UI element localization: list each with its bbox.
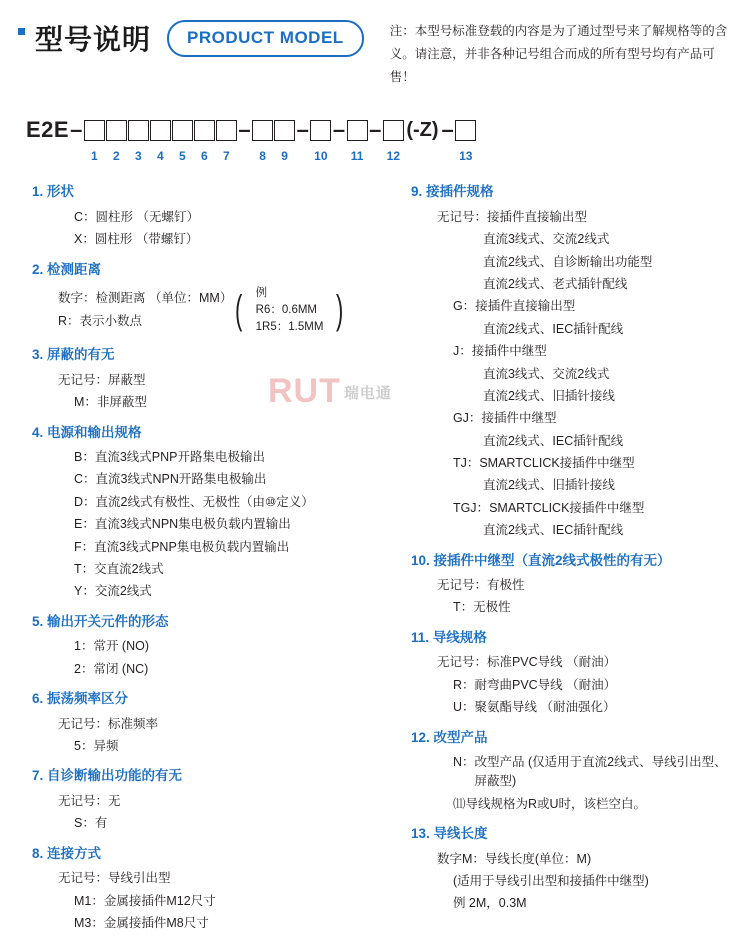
spec-line xyxy=(397,476,736,495)
model-box xyxy=(84,120,105,141)
model-number: 6 xyxy=(201,149,208,164)
spec-desc: 导线引出型 xyxy=(108,871,171,886)
section-title: 12. 改型产品 xyxy=(410,729,488,745)
spec-line xyxy=(18,230,375,249)
model-number: 3 xyxy=(135,149,142,164)
spec-line xyxy=(397,521,736,540)
spec-desc: 直流2线式、旧插针接线 xyxy=(482,478,615,493)
section-title: 6. 振荡频率区分 xyxy=(32,691,129,706)
spec-desc: 常开 (NO) xyxy=(93,639,150,654)
spec-line xyxy=(18,560,375,579)
section-title: 7. 自诊断输出功能的有无 xyxy=(32,768,183,784)
spec-desc: 接插件中继型 xyxy=(481,411,557,426)
spec-code: 2： xyxy=(74,661,94,676)
spec-code: TJ： xyxy=(452,456,480,471)
spec-desc: 异频 xyxy=(93,738,119,753)
spec-line xyxy=(18,493,375,512)
model-number: 8 xyxy=(259,149,266,164)
model-number: 11 xyxy=(350,149,364,164)
right-column xyxy=(379,183,736,936)
left-column xyxy=(18,183,375,936)
page-title: 型号说明 xyxy=(35,24,152,55)
spec-line xyxy=(397,297,736,316)
spec-desc: 屏蔽型 xyxy=(108,372,146,387)
spec-code: 无记号： xyxy=(436,578,487,593)
spec-desc: 直流3线式、交流2线式 xyxy=(482,366,610,381)
model-dash-6: – xyxy=(441,117,454,143)
spec-desc: 直流2线式有极性、无极性（由⑩定义） xyxy=(95,494,314,509)
spec-line xyxy=(18,448,375,467)
spec-line xyxy=(18,637,375,656)
spec-code: GJ： xyxy=(452,411,482,426)
spec-desc: 非屏蔽型 xyxy=(96,395,147,410)
spec-line xyxy=(397,432,736,451)
model-box xyxy=(172,120,193,141)
spec-line xyxy=(18,208,375,227)
model-code-row xyxy=(26,113,750,147)
spec-code: 1： xyxy=(74,639,94,654)
spec-desc: 例 2M，0.3M xyxy=(452,896,527,911)
spec-code: 无记号： xyxy=(58,871,109,886)
spec-line xyxy=(397,365,736,384)
spec-desc: 聚氨酯导线 （耐油强化） xyxy=(474,700,616,715)
spec-line xyxy=(18,470,375,489)
spec-line xyxy=(397,454,736,473)
example-text xyxy=(246,285,334,335)
model-number: 1 xyxy=(91,149,98,164)
spec-code: 数字： xyxy=(58,291,96,306)
page-header xyxy=(0,0,750,89)
spec-desc: 直流3线式NPN开路集电极输出 xyxy=(95,472,267,487)
model-number: 13 xyxy=(459,149,473,164)
model-box-group-1 xyxy=(83,120,237,141)
spec-desc: 有 xyxy=(94,816,108,831)
spec-desc: SMARTCLICK接插件中继型 xyxy=(489,500,645,515)
spec-line xyxy=(18,715,375,734)
section-title: 8. 连接方式 xyxy=(32,845,102,861)
model-box xyxy=(216,120,237,141)
spec-desc: (适用于导线引出型和接插件中继型) xyxy=(452,874,649,889)
spec-line xyxy=(397,230,736,249)
spec-desc: 常闭 (NC) xyxy=(93,661,149,676)
model-box-group-6 xyxy=(455,120,477,141)
section-title: 4. 电源和输出规格 xyxy=(32,424,142,440)
spec-code: F： xyxy=(74,539,95,554)
model-prefix: E2E xyxy=(26,117,70,143)
spec-desc: 交直流2线式 xyxy=(94,561,164,576)
spec-line xyxy=(397,208,736,227)
spec-desc: 无极性 xyxy=(473,600,511,615)
spec-desc: 直流2线式、IEC插针配线 xyxy=(482,321,624,336)
model-box xyxy=(310,120,331,141)
spec-code: 无记号： xyxy=(58,372,109,387)
spec-code: TGJ： xyxy=(452,500,490,515)
spec-line xyxy=(18,371,375,390)
product-model-badge: PRODUCT MODEL xyxy=(167,20,364,57)
example-line: R6：0.6MM xyxy=(255,303,318,316)
spec-code: M： xyxy=(74,395,97,410)
spec-desc: SMARTCLICK接插件中继型 xyxy=(479,456,635,471)
model-box xyxy=(274,120,295,141)
watermark-text: RUT xyxy=(268,372,341,410)
spec-code: J： xyxy=(452,344,472,359)
spec-code: B： xyxy=(74,450,95,465)
spec-line xyxy=(397,342,736,361)
spec-code: E： xyxy=(74,517,95,532)
spec-line xyxy=(18,737,375,756)
spec-line xyxy=(397,275,736,294)
spec-code: 无记号： xyxy=(58,793,109,808)
spec-line xyxy=(18,515,375,534)
spec-desc: 直流2线式、老式插针配线 xyxy=(482,277,628,292)
spec-line xyxy=(18,289,232,308)
spec-line xyxy=(397,653,736,672)
spec-desc: 直流2线式、IEC插针配线 xyxy=(482,523,624,538)
section-title: 13. 导线长度 xyxy=(410,826,488,842)
section-title: 3. 屏蔽的有无 xyxy=(32,347,115,363)
example-line: 1R5：1.5MM xyxy=(255,320,324,333)
model-box-group-3 xyxy=(310,120,332,141)
spec-code: C： xyxy=(74,209,96,224)
model-number: 5 xyxy=(179,149,186,164)
spec-line xyxy=(18,869,375,888)
spec-line xyxy=(18,582,375,601)
model-box xyxy=(455,120,476,141)
spec-desc: 直流3线式PNP开路集电极输出 xyxy=(94,450,265,465)
spec-line xyxy=(18,792,375,811)
example-line: 例 xyxy=(255,287,268,300)
model-number: 10 xyxy=(314,149,328,164)
spec-desc: 圆柱形 （无螺钉） xyxy=(95,209,200,224)
spec-code: X： xyxy=(74,232,95,247)
model-dash-1: – xyxy=(70,117,83,143)
spec-desc: 直流3线式、交流2线式 xyxy=(482,232,610,247)
spec-desc: 导线长度(单位：M) xyxy=(484,851,592,866)
model-box xyxy=(150,120,171,141)
section-title: 10. 接插件中继型（直流2线式极性的有无） xyxy=(410,552,671,568)
spec-rows xyxy=(18,286,232,334)
section-title: 2. 检测距离 xyxy=(32,261,102,277)
spec-code: R： xyxy=(452,677,475,692)
spec-code: 5： xyxy=(74,738,94,753)
spec-desc: 金属接插件M8尺寸 xyxy=(103,915,209,930)
spec-desc: 圆柱形 （带螺钉） xyxy=(94,232,199,247)
spec-code: T： xyxy=(74,561,95,576)
title-group xyxy=(18,18,364,58)
spec-code: 无记号： xyxy=(436,655,487,670)
spec-line xyxy=(397,576,736,595)
spec-desc: 直流3线式PNP集电极负载内置输出 xyxy=(94,539,290,554)
spec-line xyxy=(397,753,736,792)
spec-line xyxy=(397,499,736,518)
spec-line xyxy=(397,409,736,428)
model-box xyxy=(383,120,404,141)
model-box xyxy=(194,120,215,141)
spec-line xyxy=(397,850,736,869)
model-number: 9 xyxy=(281,149,288,164)
model-box xyxy=(252,120,273,141)
spec-desc: 接插件直接输出型 xyxy=(475,299,576,314)
spec-code: G： xyxy=(452,299,476,314)
spec-desc: 耐弯曲PVC导线 （耐油） xyxy=(474,677,617,692)
spec-line xyxy=(18,393,375,412)
spec-line xyxy=(18,312,232,331)
spec-line xyxy=(18,892,375,911)
model-box-group-4 xyxy=(346,120,368,141)
model-box-group-2 xyxy=(252,120,296,141)
spec-desc: 改型产品 (仅适用于直流2线式、导线引出型、屏蔽型) xyxy=(474,755,727,789)
bullet-icon xyxy=(18,28,25,35)
model-number: 12 xyxy=(386,149,401,164)
section-title: 1. 形状 xyxy=(32,184,75,200)
model-z-label: (-Z) xyxy=(406,118,439,141)
spec-code: 无记号： xyxy=(436,209,487,224)
model-number: 2 xyxy=(113,149,120,164)
spec-code: U： xyxy=(452,700,475,715)
spec-line xyxy=(397,698,736,717)
spec-code: R： xyxy=(58,313,80,328)
spec-desc: 直流2线式、旧插针接线 xyxy=(482,388,615,403)
spec-line xyxy=(397,253,736,272)
spec-line xyxy=(397,320,736,339)
spec-line xyxy=(18,538,375,557)
model-dash-4: – xyxy=(332,117,346,143)
spec-code: D： xyxy=(74,494,96,509)
spec-line xyxy=(18,914,375,933)
section-title: 11. 导线规格 xyxy=(410,629,487,645)
spec-line xyxy=(397,676,736,695)
header-note: 注：本型号标准登载的内容是为了通过型号来了解规格等的含义。请注意，并非各种记号组合而成的所有型号均有产品可售！ xyxy=(389,24,728,85)
model-box xyxy=(347,120,368,141)
spec-desc: 标准频率 xyxy=(108,716,159,731)
model-box xyxy=(128,120,149,141)
bracket-open-icon: ( xyxy=(235,288,243,333)
section-title: 9. 接插件规格 xyxy=(410,184,494,200)
spec-desc: 标准PVC导线 （耐油） xyxy=(486,655,617,670)
example-bracket xyxy=(232,285,346,335)
model-box xyxy=(106,120,127,141)
model-dash-2: – xyxy=(238,117,251,143)
spec-desc: 无 xyxy=(108,793,121,808)
model-number: 7 xyxy=(223,149,230,164)
spec-desc: 有极性 xyxy=(486,578,525,593)
spec-desc: 直流2线式、IEC插针配线 xyxy=(482,433,624,448)
spec-desc: 交流2线式 xyxy=(94,584,152,599)
spec-desc: 表示小数点 xyxy=(79,313,143,328)
spec-line xyxy=(18,660,375,679)
spec-desc: 金属接插件M12尺寸 xyxy=(103,893,216,908)
section-body xyxy=(18,285,375,335)
spec-line xyxy=(397,598,736,617)
bracket-close-icon: ) xyxy=(336,288,344,333)
spec-code: M3： xyxy=(74,915,104,930)
spec-code: 无记号： xyxy=(58,716,109,731)
spec-desc: 直流2线式、自诊断输出功能型 xyxy=(482,254,653,269)
spec-desc: 接插件直接输出型 xyxy=(486,209,587,224)
model-number: 4 xyxy=(157,149,164,164)
model-dash-5: – xyxy=(369,117,382,143)
spec-desc: ⑾导线规格为R或U时，该栏空白。 xyxy=(452,796,647,811)
spec-code: S： xyxy=(74,816,95,831)
section-title: 5. 输出开关元件的形态 xyxy=(32,613,169,629)
model-number-row xyxy=(26,149,750,167)
content-columns xyxy=(0,183,750,936)
spec-code: N： xyxy=(452,755,475,770)
watermark-subtext: 瑞电通 xyxy=(343,385,392,402)
spec-code: Y： xyxy=(74,584,95,599)
spec-desc: 检测距离 （单位：MM） xyxy=(95,291,233,306)
spec-code: M1： xyxy=(74,893,104,908)
spec-line xyxy=(397,894,736,913)
spec-line xyxy=(18,814,375,833)
model-dash-3: – xyxy=(296,117,309,143)
spec-desc: 接插件中继型 xyxy=(471,344,547,359)
spec-line xyxy=(397,872,736,891)
spec-code: 数字M： xyxy=(436,851,485,866)
spec-line xyxy=(397,795,736,814)
spec-code: C： xyxy=(74,472,96,487)
spec-code: T： xyxy=(452,600,474,615)
model-box-group-5 xyxy=(382,120,404,141)
spec-line xyxy=(397,387,736,406)
spec-desc: 直流3线式NPN集电极负载内置输出 xyxy=(94,517,291,532)
